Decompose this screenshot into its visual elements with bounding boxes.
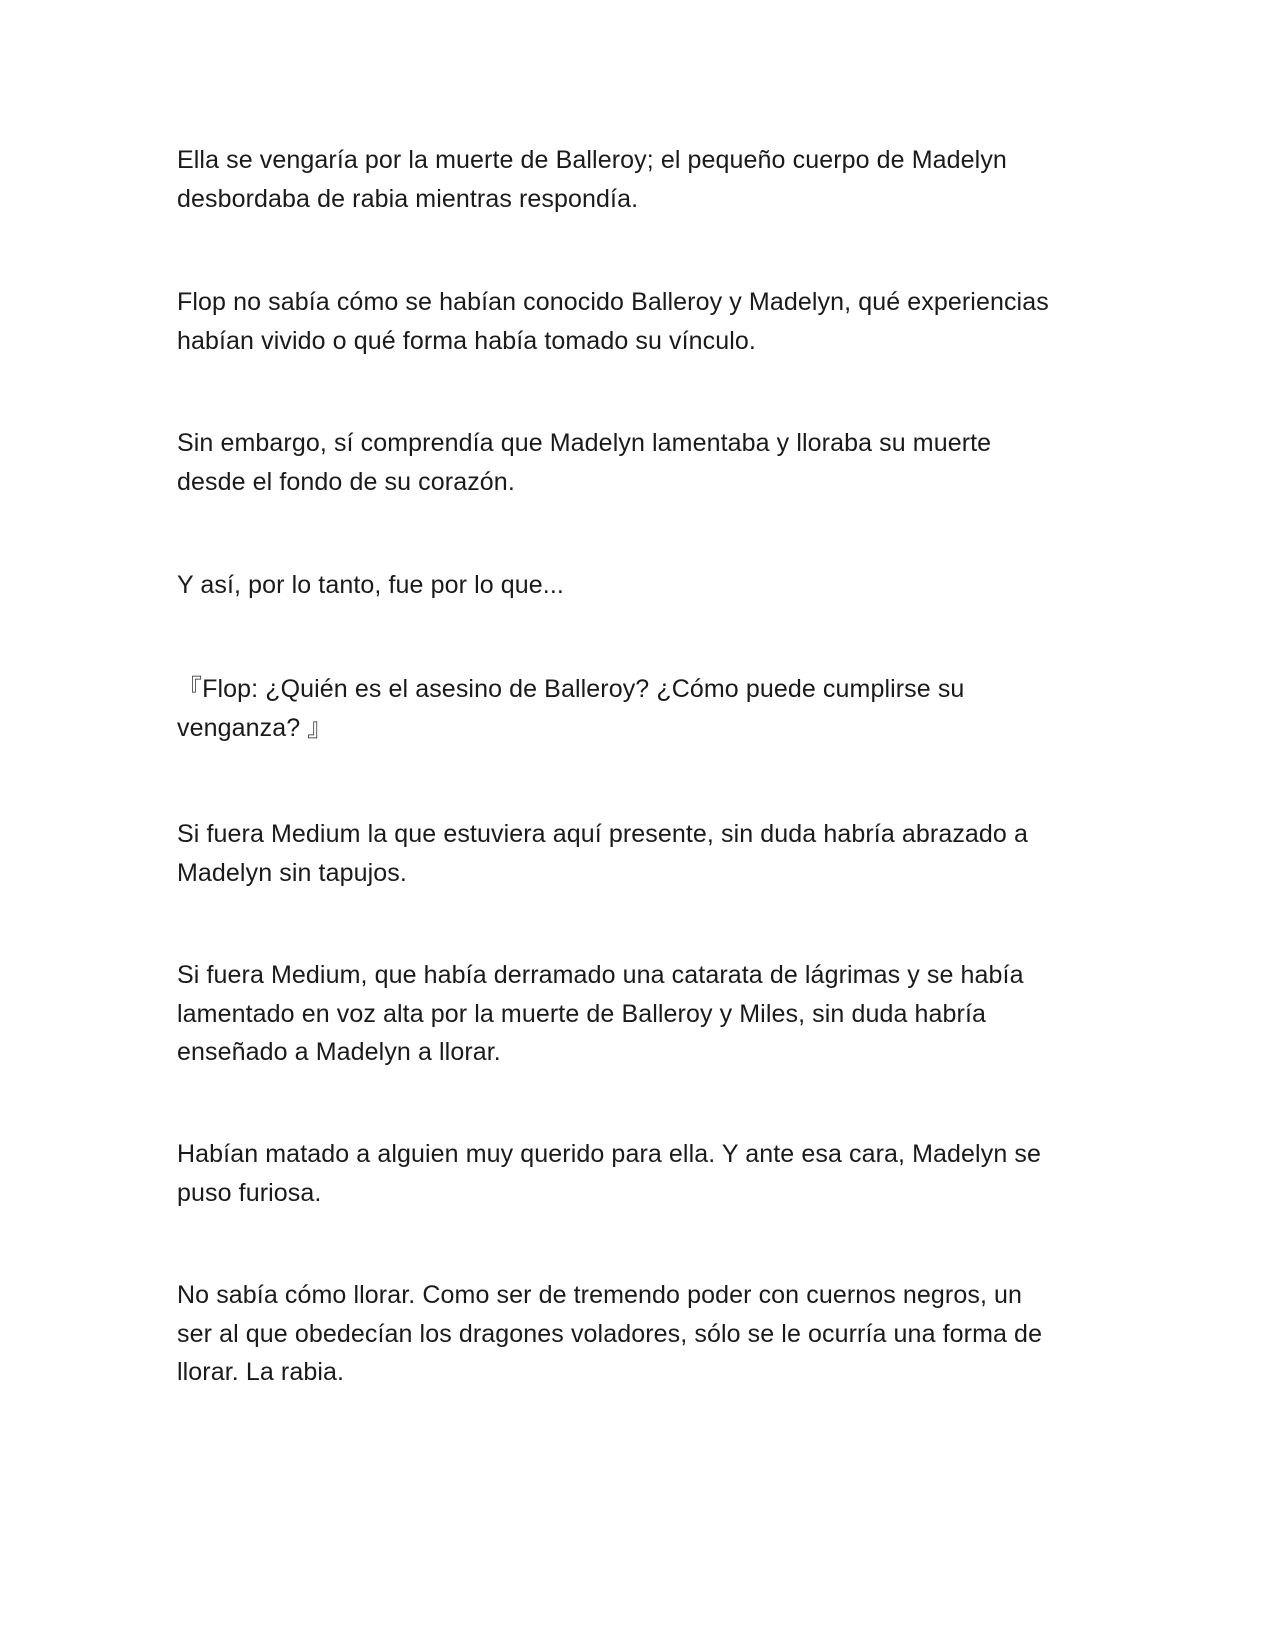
text-line: Habían matado a alguien muy querido para ella. Y ante esa cara, Madelyn se	[177, 1140, 1041, 1168]
text-line: Y así, por lo tanto, fue por lo que...	[177, 571, 564, 599]
text-line: enseñado a Madelyn a llorar.	[177, 1038, 501, 1066]
text-line: habían vivido o qué forma había tomado su vínculo.	[177, 326, 756, 355]
text-line: Si fuera Medium la que estuviera aquí presente, sin duda habría abrazado a	[177, 820, 1028, 848]
text-line: No sabía cómo llorar. Como ser de tremendo poder con cuernos negros, un	[177, 1281, 1023, 1309]
paragraph-4	[177, 566, 1107, 605]
text-line: desbordaba de rabia mientras respondía.	[177, 184, 639, 213]
text-line: Madelyn sin tapujos.	[177, 858, 407, 887]
text-line: lamentado en voz alta por la muerte de Balleroy y Miles, sin duda habría	[177, 999, 987, 1028]
paragraph-8	[177, 1135, 1107, 1212]
paragraph-7	[177, 956, 1107, 1072]
paragraph-3	[177, 424, 1107, 501]
text-line: 『Flop: ¿Quién es el asesino de Balleroy? ¿Cómo puede cumplirse su	[177, 675, 965, 703]
paragraph-2	[177, 283, 1107, 360]
paragraph-9	[177, 1276, 1107, 1392]
text-line: puso furiosa.	[177, 1178, 322, 1207]
paragraph-5	[177, 670, 1107, 747]
text-line: Sin embargo, sí comprendía que Madelyn lamentaba y lloraba su muerte	[177, 429, 992, 457]
text-line: Ella se vengaría por la muerte de Balleroy; el pequeño cuerpo de Madelyn	[177, 146, 1007, 174]
paragraph-6	[177, 815, 1107, 892]
text-line: Flop no sabía cómo se habían conocido Balleroy y Madelyn, qué experiencias	[177, 288, 1049, 316]
paragraph-1	[177, 141, 1107, 218]
text-line: venganza? 』	[177, 713, 333, 742]
text-line: llorar. La rabia.	[177, 1358, 345, 1386]
text-line: desde el fondo de su corazón.	[177, 467, 515, 496]
text-line: Si fuera Medium, que había derramado una catarata de lágrimas y se había	[177, 961, 1024, 989]
text-line: ser al que obedecían los dragones voladores, sólo se le ocurría una forma de	[177, 1319, 1043, 1348]
